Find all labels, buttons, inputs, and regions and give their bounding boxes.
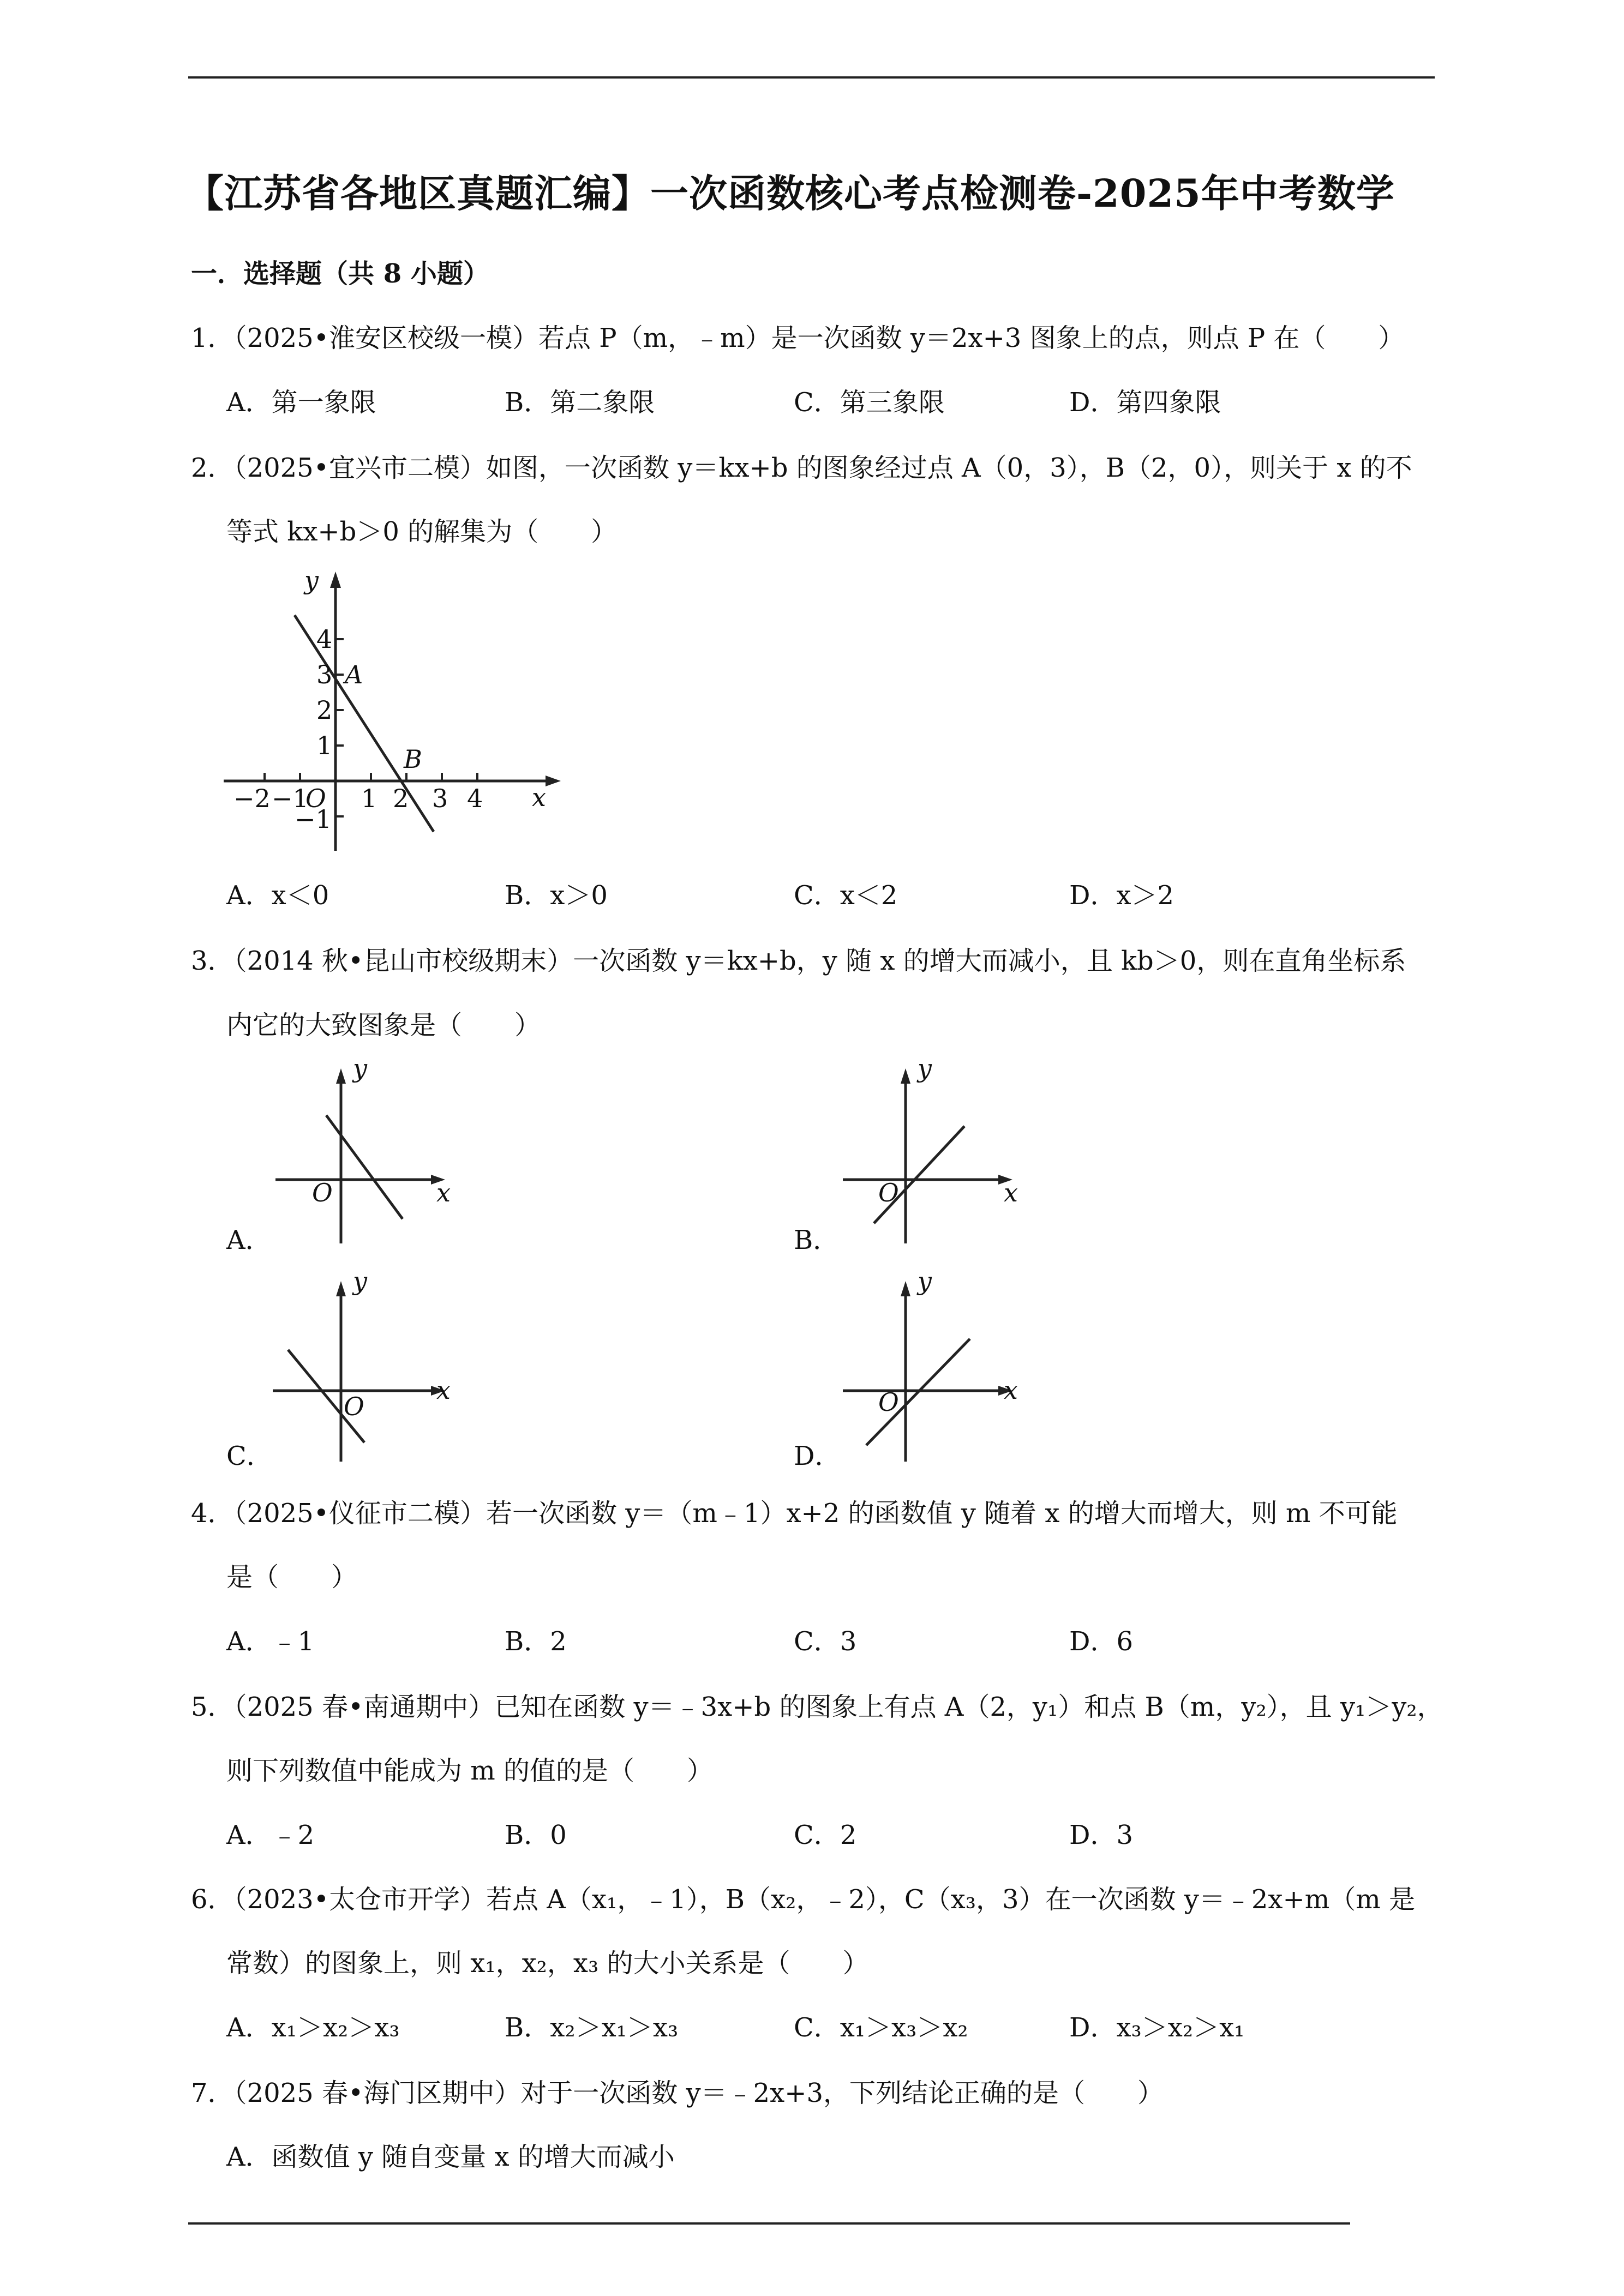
q2-option-a: A．x＜0	[226, 880, 329, 911]
q3-text-line2: 内它的大致图象是（ ）	[226, 1010, 541, 1041]
q3d-origin-label: O	[878, 1387, 899, 1417]
q3-graph-b	[835, 1061, 1031, 1246]
q6-option-c: C．x₁＞x₃＞x₂	[794, 2012, 968, 2043]
q2-text-line1: 2．（2025•宜兴市二模）如图，一次函数 y＝kx+b 的图象经过点 A（0，3），B（2，0），则关于 x 的不	[191, 453, 1412, 483]
q2-x-tick-neg1: −1	[272, 784, 309, 813]
q2-origin-label: O	[305, 784, 326, 813]
q2-x-tick-neg2: −2	[233, 784, 271, 813]
q1-option-c: C．第三象限	[794, 387, 945, 418]
q3c-origin-label: O	[344, 1392, 364, 1421]
q5-text-line2: 则下列数值中能成为 m 的值的是（ ）	[226, 1756, 714, 1786]
q2-y-tick-neg1: −1	[295, 804, 332, 834]
q3-option-a: A．	[226, 1225, 272, 1255]
q5-option-c: C．2	[794, 1820, 857, 1850]
q3-graph-d	[835, 1273, 1031, 1464]
bottom-rule	[188, 2222, 1350, 2225]
q3a-x-label: x	[436, 1178, 451, 1207]
q2-x-tick-3: 3	[432, 784, 448, 813]
page-title: 【江苏省各地区真题汇编】一次函数核心考点检测卷-2025年中考数学	[185, 171, 1395, 216]
q3d-y-label: y	[918, 1273, 932, 1296]
q2-x-tick-1: 1	[361, 784, 377, 813]
q1-text: 1．（2025•淮安区校级一模）若点 P（m，﹣m）是一次函数 y＝2x+3 图象上的点，则点 P 在（ ）	[191, 323, 1405, 353]
q2-option-d: D．x＞2	[1069, 880, 1174, 911]
q2-y-axis-label: y	[304, 567, 319, 595]
q2-text-line2: 等式 kx+b＞0 的解集为（ ）	[226, 516, 618, 547]
q4-text-line2: 是（ ）	[226, 1562, 358, 1592]
q4-option-a: A．﹣1	[226, 1626, 315, 1657]
q1-option-a: A．第一象限	[226, 387, 376, 418]
q5-option-b: B．0	[505, 1820, 567, 1850]
q1-option-d: D．第四象限	[1069, 387, 1221, 418]
q6-option-a: A．x₁＞x₂＞x₃	[226, 2012, 400, 2043]
q3-graph-a	[267, 1061, 464, 1246]
q7-text-line1: 7．（2025 春•海门区期中）对于一次函数 y＝﹣2x+3，下列结论正确的是（ ）	[191, 2078, 1164, 2108]
q3-graph-c	[267, 1273, 464, 1464]
section-heading: 一．选择题（共 8 小题）	[191, 259, 489, 289]
q2-option-b: B．x＞0	[505, 880, 608, 911]
q3b-origin-label: O	[878, 1178, 899, 1207]
q2-y-tick-2: 2	[316, 695, 333, 725]
q4-option-b: B．2	[505, 1626, 567, 1657]
q2-x-tick-2: 2	[393, 784, 409, 813]
q2-x-tick-4: 4	[467, 784, 483, 813]
q3a-y-label: y	[353, 1061, 367, 1083]
q3-option-d: D．	[794, 1441, 841, 1471]
q3c-x-label: x	[436, 1375, 451, 1405]
q6-text-line2: 常数）的图象上，则 x₁，x₂，x₃ 的大小关系是（ ）	[226, 1948, 869, 1979]
q7-option-a: A．函数值 y 随自变量 x 的增大而减小	[226, 2142, 675, 2172]
q5-text-line1: 5．（2025 春•南通期中）已知在函数 y＝﹣3x+b 的图象上有点 A（2，y₁）和点 B（m，y₂），且 y₁＞y₂，	[191, 1692, 1443, 1722]
q2-y-tick-4: 4	[316, 624, 333, 654]
q3d-x-label: x	[1004, 1375, 1018, 1405]
q2-point-a-label: A	[345, 660, 363, 689]
q6-option-d: D．x₃＞x₂＞x₁	[1069, 2012, 1245, 2043]
q2-x-axis-label: x	[532, 783, 546, 812]
q3-text-line1: 3．（2014 秋•昆山市校级期末）一次函数 y＝kx+b，y 随 x 的增大而减小，且 kb＞0，则在直角坐标系	[191, 946, 1406, 976]
q2-y-tick-3: 3	[316, 660, 333, 689]
q1-option-b: B．第二象限	[505, 387, 655, 418]
q4-option-c: C．3	[794, 1626, 857, 1657]
q3b-y-label: y	[918, 1061, 932, 1083]
q5-option-a: A．﹣2	[226, 1820, 315, 1850]
q2-figure	[218, 567, 567, 856]
top-rule	[188, 76, 1435, 79]
q4-option-d: D．6	[1069, 1626, 1134, 1657]
q3a-origin-label: O	[312, 1178, 333, 1207]
q3-option-b: B．	[794, 1225, 840, 1255]
q6-option-b: B．x₂＞x₁＞x₃	[505, 2012, 679, 2043]
q5-option-d: D．3	[1069, 1820, 1134, 1850]
q2-point-b-label: B	[404, 744, 422, 774]
q2-y-tick-1: 1	[316, 731, 333, 760]
q6-text-line1: 6．（2023•太仓市开学）若点 A（x₁，﹣1），B（x₂，﹣2），C（x₃，3）在一次函数 y＝﹣2x+m（m 是	[191, 1884, 1415, 1915]
q4-text-line1: 4．（2025•仪征市二模）若一次函数 y＝（m﹣1）x+2 的函数值 y 随着 x 的增大而增大，则 m 不可能	[191, 1498, 1398, 1529]
q3c-y-label: y	[353, 1273, 367, 1296]
q3b-x-label: x	[1004, 1178, 1018, 1207]
q2-option-c: C．x＜2	[794, 880, 898, 911]
q3-option-c: C．	[226, 1441, 273, 1471]
